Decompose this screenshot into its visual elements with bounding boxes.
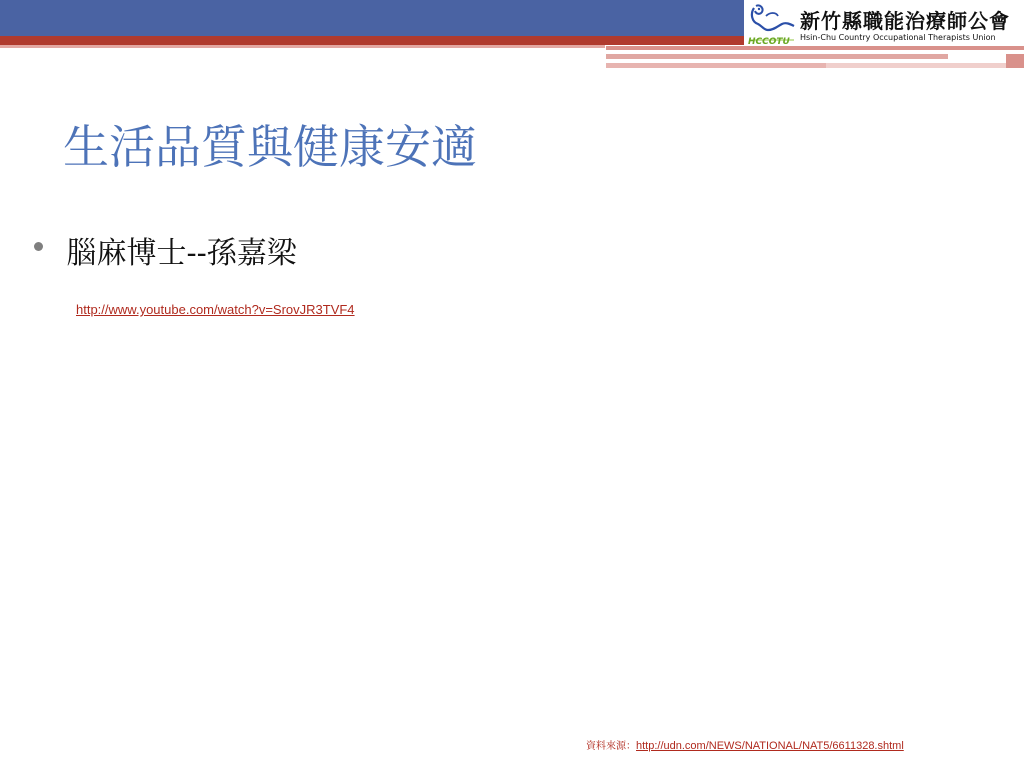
slide-title: 生活品質與健康安適	[63, 120, 477, 174]
union-english-name: Hsin-Chu Country Occupational Therapists Union	[800, 33, 996, 42]
bullet-item	[34, 228, 297, 272]
youtube-link[interactable]: http://www.youtube.com/watch?v=SrovJR3TVF4	[76, 302, 355, 317]
header-red-bar	[0, 36, 744, 45]
logo-mark-text: HCCOTU	[748, 37, 790, 46]
header-accent-bar-3	[606, 63, 826, 68]
source-citation	[586, 737, 904, 752]
dove-logo-icon	[746, 2, 798, 46]
header-blue-bar	[0, 0, 744, 36]
bullet-dot-icon	[34, 242, 43, 251]
union-logo	[744, 0, 1024, 46]
header-accent-bar-4	[826, 63, 1006, 68]
header-accent-bar-2	[606, 54, 948, 59]
header-accent-bar-1	[606, 46, 1024, 50]
source-link[interactable]: http://udn.com/NEWS/NATIONAL/NAT5/6611328.shtml	[636, 740, 904, 752]
bullet-text: 腦麻博士--孫嘉梁	[66, 236, 297, 271]
header-red-light-bar	[0, 45, 605, 48]
source-label: 資料來源：	[586, 741, 636, 752]
union-name: 新竹縣職能治療師公會	[800, 9, 1010, 33]
header-accent-block	[1006, 54, 1024, 68]
